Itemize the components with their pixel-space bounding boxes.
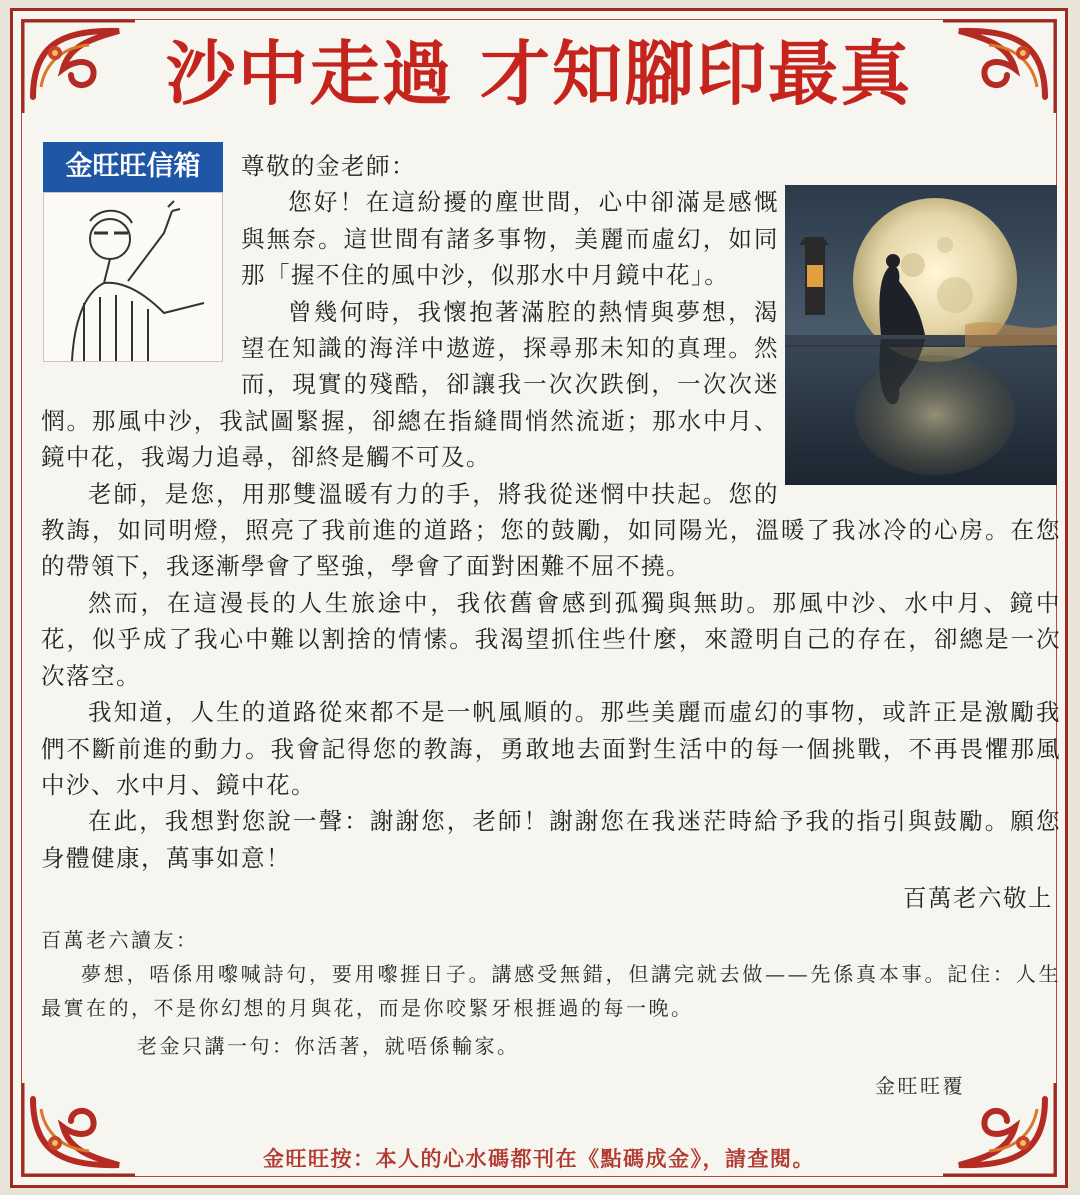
letter-paragraph: 您好！在這紛擾的塵世間，心中卻滿是感慨與無奈。這世間有諸多事物，美麗而虛幻，如同那「握不住的風中沙，似那水中月鏡中花」。	[241, 188, 779, 290]
reply-quote: 老金只講一句：你活著，就唔係輸家。	[137, 1034, 520, 1058]
left-float-spacer	[41, 148, 241, 380]
footer-note: 金旺旺按：本人的心水碼都刊在《點碼成金》，請查閱。	[263, 1146, 815, 1171]
right-float-spacer	[779, 148, 1061, 488]
letter-paragraph: 在此，我想對您說一聲：謝謝您，老師！謝謝您在我迷茫時給予我的指引與鼓勵。願您身體健康，萬事如意！	[41, 807, 1061, 872]
reply-signature: 金旺旺覆	[875, 1074, 965, 1098]
letter-body	[41, 148, 1061, 917]
letter-paragraph: 曾幾何時，我懷抱著滿腔的熱情與夢想，渴望在知識的海洋中遨遊，探尋那未知的真理。然而，現實的殘酷，卻讓我一次次跌倒，一次次迷惘。那風中沙，我試圖緊握，卻總在指縫間悄然流逝；那水中月、鏡中花，我竭力追尋，卻終是觸不可及。	[41, 297, 779, 472]
letter-paragraph: 我知道，人生的道路從來都不是一帆風順的。那些美麗而虛幻的事物，或許正是激勵我們不斷前進的動力。我會記得您的教誨，勇敢地去面對生活中的每一個挑戰，不再畏懼那風中沙、水中月、鏡中花。	[41, 698, 1061, 799]
letter-greeting: 尊敬的金老師：	[241, 152, 416, 180]
reply-greeting: 百萬老六讀友：	[41, 928, 199, 952]
reply-section	[41, 923, 1061, 1103]
page-title: 沙中走過 才知腳印最真	[165, 33, 913, 115]
reply-body: 夢想，唔係用嚟喊詩句，要用嚟捱日子。講感受無錯，但講完就去做——先係真本事。記住：人生最實在的，不是你幻想的月與花，而是你咬緊牙根捱過的每一晚。	[41, 962, 1061, 1020]
letter-paragraph: 然而，在這漫長的人生旅途中，我依舊會感到孤獨與無助。那風中沙、水中月、鏡中花，似乎成了我心中難以割捨的情愫。我渴望抓住些什麼，來證明自己的存在，卻總是一次次落空。	[41, 588, 1061, 690]
column-label: 金旺旺信箱	[43, 142, 223, 192]
letter-signature: 百萬老六敬上	[903, 884, 1053, 913]
newspaper-page	[10, 8, 1068, 1188]
letter-paragraph: 老師，是您，用那雙溫暖有力的手，將我從迷惘中扶起。您的教誨，如同明燈，照亮了我前進的道路；您的鼓勵，如同陽光，溫暖了我冰冷的心房。在您的帶領下，我逐漸學會了堅強，學會了面對困難不屈不撓。	[41, 479, 1061, 581]
